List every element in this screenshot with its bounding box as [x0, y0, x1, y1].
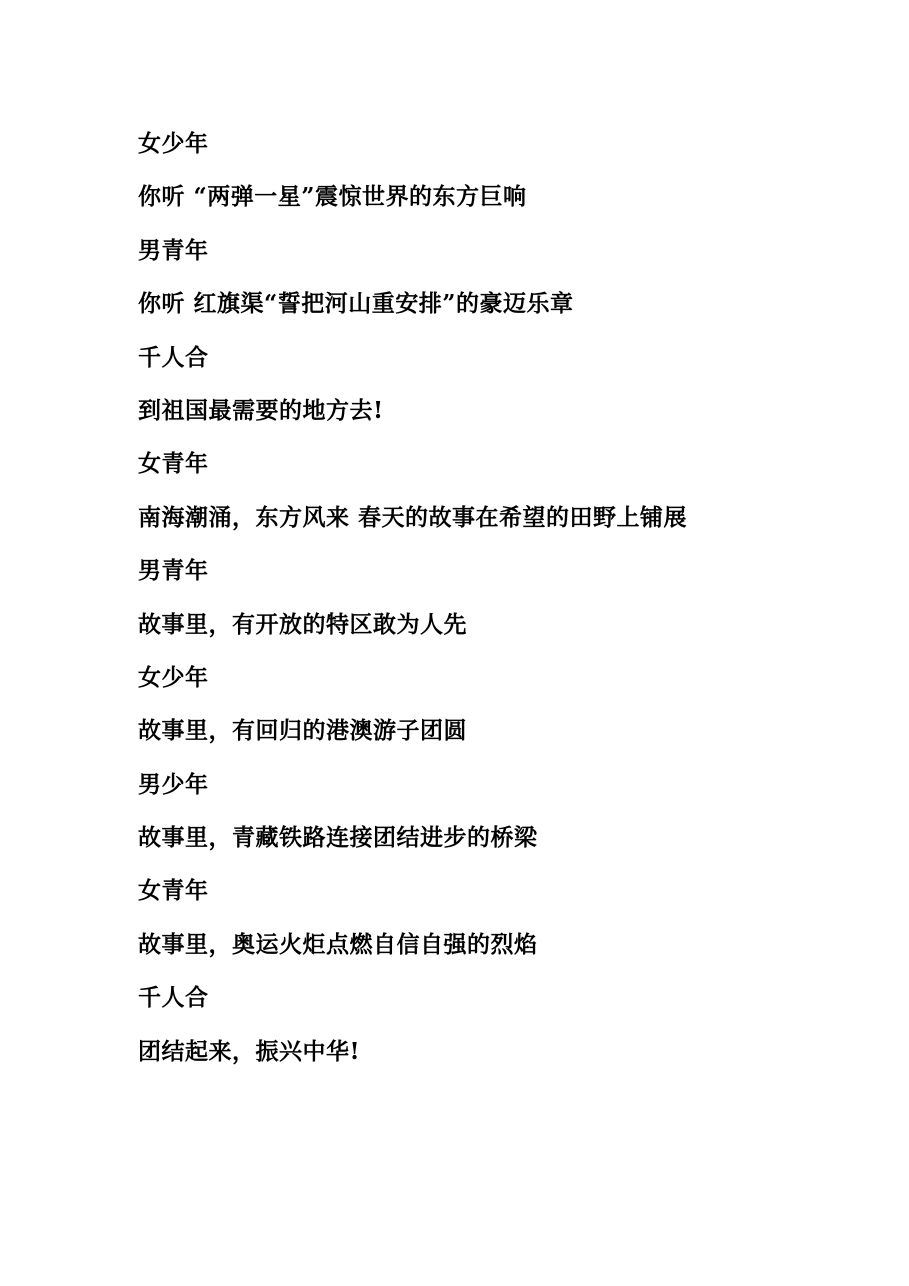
dialogue-line: 到祖国最需要的地方去! [138, 396, 384, 424]
speaker-label: 千人合 [138, 984, 209, 1012]
speaker-label: 女少年 [138, 130, 209, 157]
dialogue-line: 南海潮涌，东方风来 春天的故事在希望的田野上铺展 [138, 503, 688, 531]
dialogue-line: 故事里，有开放的特区敢为人先 [138, 610, 467, 638]
script-entry [138, 233, 878, 340]
speaker-label: 男青年 [138, 557, 209, 585]
script-entry [138, 126, 878, 233]
speaker-label: 女少年 [138, 663, 209, 691]
script-entry [138, 873, 878, 980]
speaker-label: 男青年 [138, 236, 209, 264]
dialogue-line: 故事里，有回归的港澳游子团圆 [138, 717, 467, 745]
script-entry [138, 980, 878, 1087]
speaker-label: 千人合 [138, 343, 209, 371]
script-entry [138, 553, 878, 660]
script-body [138, 126, 878, 1087]
speaker-label: 男少年 [138, 770, 209, 798]
script-entry [138, 340, 878, 447]
speaker-label: 女青年 [138, 877, 209, 905]
dialogue-line: 故事里，奥运火炬点燃自信自强的烈焰 [138, 930, 538, 958]
dialogue-line: 你听 红旗渠“誓把河山重安排”的豪迈乐章 [138, 290, 574, 318]
script-entry [138, 446, 878, 553]
script-entry [138, 660, 878, 767]
script-entry [138, 767, 878, 874]
dialogue-line: 团结起来，振兴中华! [138, 1037, 361, 1065]
dialogue-line: 故事里，青藏铁路连接团结进步的桥梁 [138, 824, 538, 852]
dialogue-line: 你听 “两弹一星”震惊世界的东方巨响 [138, 183, 527, 211]
speaker-label: 女青年 [138, 450, 209, 478]
